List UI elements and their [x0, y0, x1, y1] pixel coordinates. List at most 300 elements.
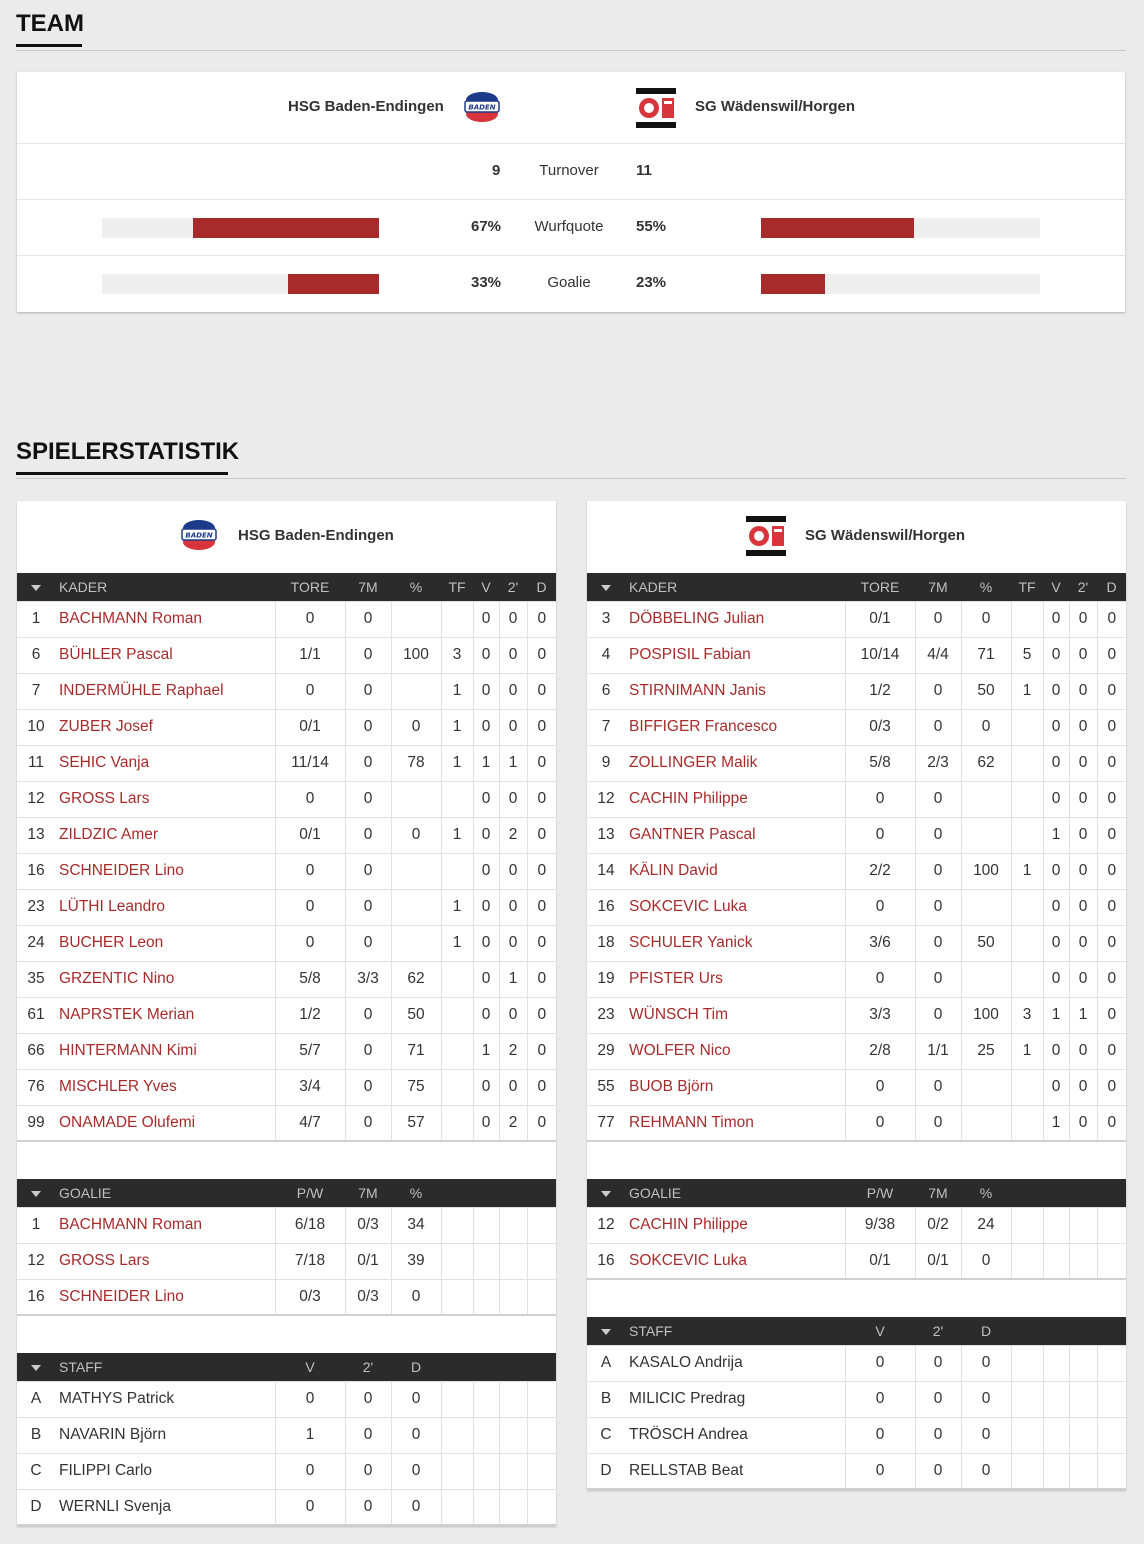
player-name-link[interactable]: KÄLIN David [625, 853, 845, 889]
stat-cell: 0 [1069, 709, 1097, 745]
stat-row-wurfquote [17, 199, 1125, 255]
stat-cell [441, 853, 473, 889]
jersey-number: 6 [17, 637, 55, 673]
stat-cell: 0 [499, 673, 527, 709]
stat-cell: 0 [345, 1033, 391, 1069]
kader-row [17, 1069, 556, 1105]
player-name-link[interactable]: MISCHLER Yves [55, 1069, 275, 1105]
jersey-number: 16 [17, 1279, 55, 1315]
kader-row [17, 601, 556, 637]
jersey-number: 11 [17, 745, 55, 781]
stat-cell [1011, 601, 1043, 637]
stat-cell: 0 [1043, 1033, 1069, 1069]
stat-cell: 50 [961, 673, 1011, 709]
stat-cell: 0 [961, 1381, 1011, 1417]
staff-table [17, 1353, 556, 1526]
staff-row [587, 1381, 1126, 1417]
stat-cell: 0/1 [275, 709, 345, 745]
stat-cell: 0 [1069, 1105, 1097, 1141]
stat-cell: 0/3 [345, 1207, 391, 1243]
kader-header-col: TORE [845, 573, 915, 601]
stat-cell: 0 [345, 889, 391, 925]
stat-cell: 0 [527, 745, 556, 781]
stat-cell: 71 [391, 1033, 441, 1069]
jersey-number: 66 [17, 1033, 55, 1069]
staff-header-col: 2' [915, 1317, 961, 1345]
stat-cell: 0 [345, 1453, 391, 1489]
jersey-number: B [587, 1381, 625, 1417]
sg-logo-icon [746, 516, 786, 556]
stat-cell: 0 [961, 1243, 1011, 1279]
kader-row [587, 745, 1126, 781]
stat-cell: 0 [1097, 925, 1126, 961]
player-name-link[interactable]: SOKCEVIC Luka [625, 1243, 845, 1279]
jersey-number: 16 [17, 853, 55, 889]
staff-header-col: D [391, 1353, 441, 1381]
player-name-link[interactable]: HINTERMANN Kimi [55, 1033, 275, 1069]
stat-cell: 0 [1097, 817, 1126, 853]
stat-cell: 0 [1097, 601, 1126, 637]
stat-cell: 0 [1043, 925, 1069, 961]
stat-cell: 0 [345, 601, 391, 637]
stat-cell: 0 [1097, 1105, 1126, 1141]
goalie-header-col: P/W [845, 1179, 915, 1207]
kader-header-col: D [527, 573, 556, 601]
stat-cell: 3/3 [345, 961, 391, 997]
stat-cell: 0 [345, 853, 391, 889]
kader-row [17, 961, 556, 997]
stat-cell [391, 853, 441, 889]
goalie-header-col: 7M [345, 1179, 391, 1207]
staff-header-row [587, 1317, 1126, 1345]
stat-cell: 0 [915, 673, 961, 709]
stat-cell: 0 [1043, 961, 1069, 997]
stat-cell [1011, 709, 1043, 745]
stat-cell: 0 [845, 1453, 915, 1489]
player-name-link[interactable]: GANTNER Pascal [625, 817, 845, 853]
stat-cell: 0 [845, 1345, 915, 1381]
stat-cell: 0 [1097, 1069, 1126, 1105]
stat-cell: 0 [275, 889, 345, 925]
stat-cell [391, 781, 441, 817]
kader-row [17, 1033, 556, 1069]
stat-cell [1011, 1069, 1043, 1105]
stat-cell: 0 [915, 889, 961, 925]
kader-row [17, 673, 556, 709]
stat-cell: 1 [1043, 997, 1069, 1033]
kader-row [587, 637, 1126, 673]
away-card-header [587, 501, 1126, 573]
goalie-row [17, 1207, 556, 1243]
kader-row [587, 1033, 1126, 1069]
jersey-number: 13 [587, 817, 625, 853]
stat-row-turnover [17, 143, 1125, 199]
goalie-row [17, 1279, 556, 1315]
stat-cell: 0 [1043, 889, 1069, 925]
stat-cell: 0 [1097, 709, 1126, 745]
stat-cell: 0 [527, 817, 556, 853]
stat-cell: 24 [961, 1207, 1011, 1243]
stat-cell: 0 [1069, 637, 1097, 673]
stat-cell: 6/18 [275, 1207, 345, 1243]
stat-cell: 0 [845, 1417, 915, 1453]
player-title-text: SPIELERSTATISTIK [16, 438, 240, 465]
kader-row [587, 817, 1126, 853]
player-name-link[interactable]: SOKCEVIC Luka [625, 889, 845, 925]
stat-cell: 0 [345, 709, 391, 745]
kader-row [587, 1069, 1126, 1105]
stat-cell: 1/2 [845, 673, 915, 709]
stat-cell: 0 [1069, 925, 1097, 961]
kader-header-row [587, 573, 1126, 601]
kader-row [17, 925, 556, 961]
staff-table [587, 1317, 1126, 1490]
player-name-link[interactable]: GRZENTIC Nino [55, 961, 275, 997]
stat-cell [441, 961, 473, 997]
goalie-header-col: P/W [275, 1179, 345, 1207]
stat-cell: 2 [499, 1105, 527, 1141]
goalie-table [587, 1179, 1126, 1280]
stat-cell: 0 [915, 961, 961, 997]
stat-cell: 57 [391, 1105, 441, 1141]
hsg-logo-icon [461, 90, 503, 124]
staff-name: RELLSTAB Beat [625, 1453, 845, 1489]
stat-cell: 0 [1097, 889, 1126, 925]
home-goalie-value: 33% [471, 274, 502, 291]
stat-cell: 1 [441, 745, 473, 781]
player-name-link[interactable]: NAPRSTEK Merian [55, 997, 275, 1033]
stat-cell: 0 [391, 1453, 441, 1489]
kader-table [17, 573, 556, 1142]
stat-cell: 39 [391, 1243, 441, 1279]
stat-cell: 0 [961, 1345, 1011, 1381]
jersey-number: 29 [587, 1033, 625, 1069]
stat-cell: 0 [1043, 673, 1069, 709]
home-card-header [17, 501, 556, 573]
stat-cell: 0 [391, 709, 441, 745]
stat-cell: 0 [1097, 781, 1126, 817]
kader-row [17, 817, 556, 853]
stat-cell [441, 997, 473, 1033]
stat-cell: 0 [499, 853, 527, 889]
stat-cell: 0 [473, 853, 499, 889]
staff-header-col: V [275, 1353, 345, 1381]
stat-cell: 0 [527, 709, 556, 745]
stat-cell [1011, 745, 1043, 781]
stat-cell: 3/6 [845, 925, 915, 961]
jersey-number: 4 [587, 637, 625, 673]
collapse-caret-icon[interactable] [587, 573, 625, 601]
kader-table [587, 573, 1126, 1142]
player-name-link[interactable]: ZILDZIC Amer [55, 817, 275, 853]
stat-cell [441, 601, 473, 637]
kader-row [17, 781, 556, 817]
stat-cell: 0 [1069, 673, 1097, 709]
stat-cell: 0/3 [345, 1279, 391, 1315]
stat-cell: 0 [275, 673, 345, 709]
stat-cell: 0 [345, 745, 391, 781]
away-turnover-value: 11 [636, 162, 652, 179]
stat-cell: 5/8 [845, 745, 915, 781]
collapse-caret-icon[interactable] [587, 1179, 625, 1207]
stat-cell: 0 [915, 1417, 961, 1453]
jersey-number: 23 [17, 889, 55, 925]
stat-cell [961, 1105, 1011, 1141]
team-title-text: TEAM [16, 10, 84, 37]
player-name-link[interactable]: WOLFER Nico [625, 1033, 845, 1069]
away-goalie-bar [761, 274, 1040, 294]
player-name-link[interactable]: SCHULER Yanick [625, 925, 845, 961]
stat-cell: 0 [961, 1417, 1011, 1453]
stat-cell: 0/1 [845, 1243, 915, 1279]
sg-logo-icon [636, 88, 676, 128]
player-name-link[interactable]: GROSS Lars [55, 781, 275, 817]
player-name-link[interactable]: ONAMADE Olufemi [55, 1105, 275, 1141]
player-name-link[interactable]: BACHMANN Roman [55, 1207, 275, 1243]
player-name-link[interactable]: BACHMANN Roman [55, 601, 275, 637]
stat-cell: 100 [391, 637, 441, 673]
stat-cell: 0 [499, 997, 527, 1033]
kader-row [587, 709, 1126, 745]
kader-header-col: 7M [345, 573, 391, 601]
player-name-link[interactable]: BIFFIGER Francesco [625, 709, 845, 745]
stat-cell: 25 [961, 1033, 1011, 1069]
stat-cell: 0 [527, 1033, 556, 1069]
stat-cell: 0 [1069, 817, 1097, 853]
stat-cell: 0 [275, 925, 345, 961]
team-section-title [16, 10, 84, 38]
collapse-caret-icon[interactable] [17, 573, 55, 601]
stat-cell: 0 [1043, 853, 1069, 889]
stat-cell: 0 [961, 1453, 1011, 1489]
stat-cell [1011, 889, 1043, 925]
stat-cell: 0 [961, 709, 1011, 745]
jersey-number: 61 [17, 997, 55, 1033]
goalie-header-row [587, 1179, 1126, 1207]
staff-header-label: STAFF [55, 1353, 275, 1381]
stat-cell: 1 [441, 709, 473, 745]
stat-cell: 1 [441, 673, 473, 709]
stat-cell: 0 [345, 637, 391, 673]
stat-cell: 62 [961, 745, 1011, 781]
jersey-number: 6 [587, 673, 625, 709]
player-name-link[interactable]: REHMANN Timon [625, 1105, 845, 1141]
stat-cell: 0 [527, 853, 556, 889]
kader-header-col: TF [1011, 573, 1043, 601]
goalie-header-col: % [961, 1179, 1011, 1207]
goalie-header-col: 7M [915, 1179, 961, 1207]
player-name-link[interactable]: CACHIN Philippe [625, 1207, 845, 1243]
kader-header-col: % [961, 573, 1011, 601]
stat-cell: 1 [441, 889, 473, 925]
stat-cell: 0 [275, 1381, 345, 1417]
kader-header-col: % [391, 573, 441, 601]
stat-cell: 0 [845, 889, 915, 925]
stat-cell [391, 673, 441, 709]
stat-cell: 0 [473, 889, 499, 925]
stat-cell: 0 [473, 961, 499, 997]
kader-header-label: KADER [55, 573, 275, 601]
player-name-link[interactable]: INDERMÜHLE Raphael [55, 673, 275, 709]
stat-cell [391, 601, 441, 637]
stat-cell: 1 [1043, 817, 1069, 853]
stat-cell: 0 [473, 781, 499, 817]
stat-cell: 0 [499, 925, 527, 961]
jersey-number: 12 [17, 781, 55, 817]
stat-cell: 0 [1043, 601, 1069, 637]
staff-row [17, 1417, 556, 1453]
stat-cell: 0 [915, 1453, 961, 1489]
player-name-link[interactable]: LÜTHI Leandro [55, 889, 275, 925]
stat-cell: 0 [473, 1105, 499, 1141]
player-name-link[interactable]: BUCHER Leon [55, 925, 275, 961]
stat-cell: 0/2 [915, 1207, 961, 1243]
jersey-number: 35 [17, 961, 55, 997]
home-player-card [17, 501, 556, 1526]
player-name-link[interactable]: ZOLLINGER Malik [625, 745, 845, 781]
stat-cell [441, 1033, 473, 1069]
stat-cell: 1 [441, 925, 473, 961]
away-goalie-value: 23% [636, 274, 667, 291]
stat-cell: 0/3 [275, 1279, 345, 1315]
stat-cell: 0 [527, 925, 556, 961]
wurfquote-label: Wurfquote [534, 218, 604, 235]
stat-cell: 3 [441, 637, 473, 673]
stat-row-goalie [17, 255, 1125, 311]
kader-row [587, 997, 1126, 1033]
stat-cell: 0 [275, 601, 345, 637]
stat-cell: 0/3 [845, 709, 915, 745]
goalie-header-col: % [391, 1179, 441, 1207]
staff-header-col: 2' [345, 1353, 391, 1381]
goalie-label: Goalie [547, 274, 591, 291]
stat-cell: 2 [499, 817, 527, 853]
player-name-link[interactable]: BUOB Björn [625, 1069, 845, 1105]
jersey-number: C [587, 1417, 625, 1453]
player-name-link[interactable]: SEHIC Vanja [55, 745, 275, 781]
turnover-label: Turnover [539, 162, 599, 179]
stat-cell: 0 [391, 1417, 441, 1453]
player-name-link[interactable]: PFISTER Urs [625, 961, 845, 997]
away-wurfquote-bar [761, 218, 1040, 238]
stat-cell: 0 [915, 709, 961, 745]
stat-cell: 0 [473, 997, 499, 1033]
kader-row [587, 601, 1126, 637]
stat-cell: 0 [275, 853, 345, 889]
kader-header-col: V [473, 573, 499, 601]
player-name-link[interactable]: BÜHLER Pascal [55, 637, 275, 673]
stat-cell: 1/2 [275, 997, 345, 1033]
home-wurfquote-bar [102, 218, 379, 238]
kader-header-col: 7M [915, 573, 961, 601]
stat-cell: 0 [915, 853, 961, 889]
player-name-link[interactable]: ZUBER Josef [55, 709, 275, 745]
kader-header-col: 2' [499, 573, 527, 601]
stat-cell: 5/8 [275, 961, 345, 997]
staff-header-col: V [845, 1317, 915, 1345]
stat-cell: 0 [1069, 961, 1097, 997]
player-name-link[interactable]: SCHNEIDER Lino [55, 1279, 275, 1315]
stat-cell: 0 [345, 1105, 391, 1141]
stat-cell: 0 [473, 817, 499, 853]
stat-cell: 0 [915, 997, 961, 1033]
stat-cell: 0 [961, 601, 1011, 637]
stat-cell: 0 [345, 1381, 391, 1417]
stat-cell: 3/3 [845, 997, 915, 1033]
stat-cell [441, 1105, 473, 1141]
stat-cell: 0 [1043, 1069, 1069, 1105]
stat-cell: 0 [499, 637, 527, 673]
stat-cell: 5/7 [275, 1033, 345, 1069]
staff-name: KASALO Andrija [625, 1345, 845, 1381]
kader-row [17, 1105, 556, 1141]
kader-row [587, 925, 1126, 961]
stat-cell: 0 [527, 781, 556, 817]
stat-cell: 100 [961, 997, 1011, 1033]
jersey-number: 55 [587, 1069, 625, 1105]
jersey-number: A [587, 1345, 625, 1381]
stat-cell: 1 [1011, 1033, 1043, 1069]
stat-cell: 0 [1043, 709, 1069, 745]
jersey-number: 10 [17, 709, 55, 745]
stat-cell: 0 [275, 781, 345, 817]
collapse-caret-icon[interactable] [17, 1353, 55, 1381]
stat-cell: 1/1 [915, 1033, 961, 1069]
hsg-logo-icon [178, 518, 220, 552]
collapse-caret-icon[interactable] [587, 1317, 625, 1345]
stat-cell: 0 [1069, 781, 1097, 817]
jersey-number: 16 [587, 889, 625, 925]
stat-cell: 2/8 [845, 1033, 915, 1069]
stat-cell [441, 1069, 473, 1105]
jersey-number: 7 [587, 709, 625, 745]
stat-cell: 0 [527, 961, 556, 997]
stat-cell: 0 [1043, 637, 1069, 673]
player-name-link[interactable]: POSPISIL Fabian [625, 637, 845, 673]
stat-cell: 0 [1097, 997, 1126, 1033]
staff-header-label: STAFF [625, 1317, 845, 1345]
kader-header-col: D [1097, 573, 1126, 601]
stat-cell: 78 [391, 745, 441, 781]
stat-cell [391, 889, 441, 925]
player-name-link[interactable]: GROSS Lars [55, 1243, 275, 1279]
player-name-link[interactable]: STIRNIMANN Janis [625, 673, 845, 709]
stat-cell [1011, 817, 1043, 853]
collapse-caret-icon[interactable] [17, 1179, 55, 1207]
player-name-link[interactable]: SCHNEIDER Lino [55, 853, 275, 889]
player-name-link[interactable]: CACHIN Philippe [625, 781, 845, 817]
stat-cell: 0 [499, 709, 527, 745]
away-player-card [587, 501, 1126, 1490]
player-name-link[interactable]: DÖBBELING Julian [625, 601, 845, 637]
jersey-number: 3 [587, 601, 625, 637]
player-name-link[interactable]: WÜNSCH Tim [625, 997, 845, 1033]
stat-cell: 0 [1069, 853, 1097, 889]
staff-header-row [17, 1353, 556, 1381]
stat-cell: 0 [1069, 1033, 1097, 1069]
jersey-number: 18 [587, 925, 625, 961]
home-card-team-name: HSG Baden-Endingen [238, 527, 394, 544]
stat-cell: 0 [915, 925, 961, 961]
stat-cell: 0 [345, 673, 391, 709]
jersey-number: 1 [17, 1207, 55, 1243]
stat-cell: 0/1 [915, 1243, 961, 1279]
stat-cell: 100 [961, 853, 1011, 889]
stat-cell: 0 [845, 1381, 915, 1417]
jersey-number: D [587, 1453, 625, 1489]
stat-cell: 71 [961, 637, 1011, 673]
stat-cell: 0 [915, 781, 961, 817]
